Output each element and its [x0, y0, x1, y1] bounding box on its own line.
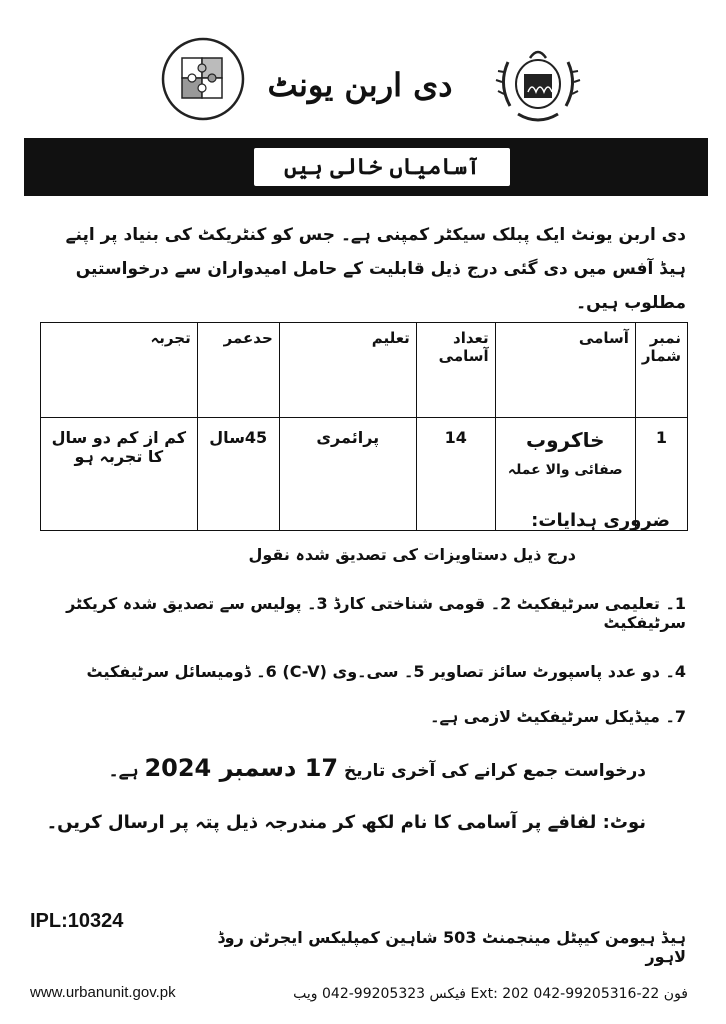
contact-line — [270, 986, 688, 1002]
phone-number: 042-99205316-22 Ext: 202 — [470, 986, 660, 1002]
instructions-heading: ضروری ہدایات: — [531, 510, 670, 531]
cell-education: پرائمری — [279, 418, 416, 531]
header-post: آسامی — [495, 323, 635, 418]
deadline-suffix: ہے۔ — [108, 761, 139, 781]
header-count: تعداد آسامی — [416, 323, 495, 418]
fax-number: 042-99205323 — [322, 986, 426, 1002]
banner-text: آسامیاں خالی ہیں — [254, 148, 510, 186]
phone-label: فون — [663, 986, 688, 1002]
documents-subheading: درج ذیل دستاویزات کی تصدیق شدہ نقول — [248, 545, 576, 564]
fax-label: فیکس — [429, 986, 466, 1002]
deadline-date: 17 دسمبر 2024 — [144, 754, 339, 782]
vacancies-banner — [24, 138, 708, 196]
deadline-prefix: درخواست جمع کرانے کی آخری تاریخ — [344, 761, 646, 781]
header-experience: تجربہ — [41, 323, 198, 418]
instructions-section — [40, 510, 686, 833]
documents-line-1: 1۔ تعلیمی سرٹیفکیٹ 2۔ قومی شناختی کارڈ 3۔ پولیس سے تصدیق شدہ کریکٹر سرٹیفکیٹ — [66, 594, 686, 632]
cell-age: 45سال — [197, 418, 279, 531]
intro-paragraph: دی اربن یونٹ ایک پبلک سیکٹر کمپنی ہے۔ جس کو کنٹریکٹ کی بنیاد پر اپنے ہیڈ آفس میں دی گئی درج ذیل قابلیت کے حامل امیدواران سے درخواستیں مطلوب ہیں۔ — [65, 225, 686, 313]
envelope-note: نوٹ: لفافے پر آسامی کا نام لکھ کر مندرجہ ذیل پتہ پر ارسال کریں۔ — [46, 812, 646, 833]
web-label: ویب — [293, 986, 318, 1002]
cell-experience: کم از کم دو سال کا تجربہ ہو — [41, 418, 198, 531]
table-header-row — [41, 323, 688, 418]
website-link[interactable]: www.urbanunit.gov.pk — [30, 984, 176, 1001]
office-address: ہیڈ ہیومن کیپٹل مینجمنٹ 503 شاہین کمپلیکس ایجرٹن روڈ لاہور — [217, 928, 686, 966]
deadline-text — [40, 754, 646, 782]
vacancy-table — [40, 322, 688, 531]
documents-line-2: 4۔ دو عدد پاسپورٹ سائز تصاویر 5۔ سی۔وی (C-V) 6۔ ڈومیسائل سرٹیفکیٹ — [86, 662, 686, 681]
government-punjab-emblem-icon — [488, 34, 588, 134]
header-age: حدعمر — [197, 323, 279, 418]
ipl-number: IPL:10324 — [30, 910, 124, 932]
cell-serial: 1 — [635, 418, 687, 531]
cell-count: 14 — [416, 418, 495, 531]
page-title: دی اربن یونٹ — [267, 66, 453, 104]
documents-line-3: 7۔ میڈیکل سرٹیفکیٹ لازمی ہے۔ — [430, 707, 686, 726]
header-education: تعلیم — [279, 323, 416, 418]
post-title: خاکروب — [526, 428, 605, 452]
post-subtitle: صفائی والا عملہ — [507, 462, 623, 478]
header-serial: نمبر شمار — [635, 323, 687, 418]
header — [10, 8, 716, 134]
